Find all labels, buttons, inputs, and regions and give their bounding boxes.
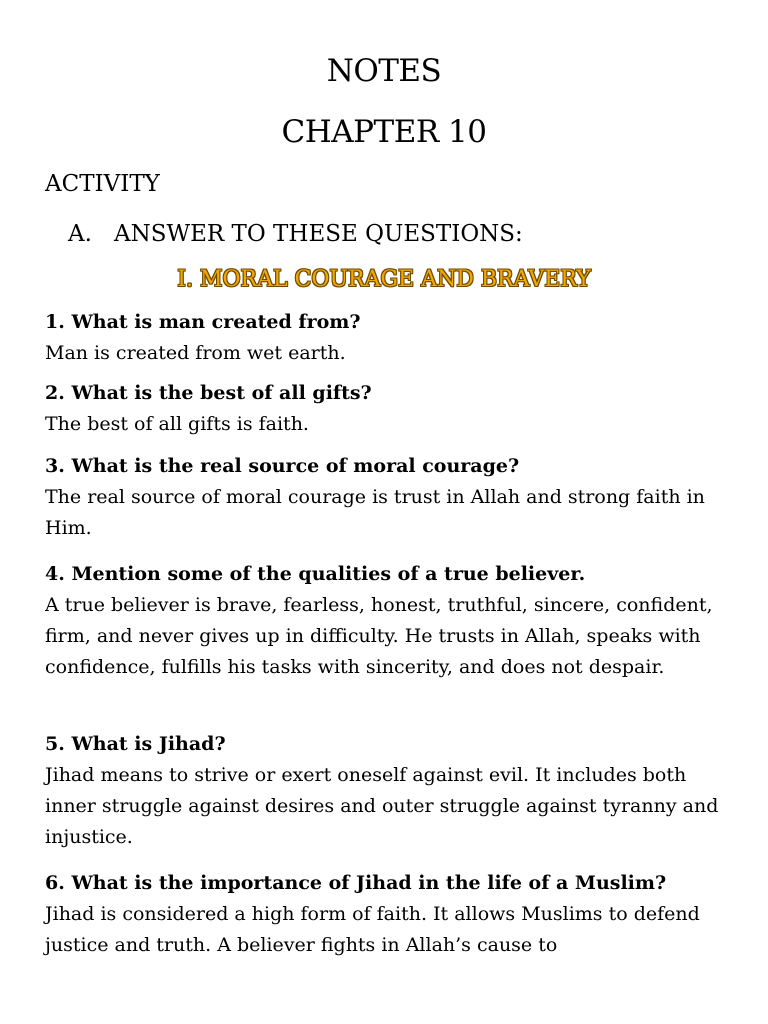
section-a-heading	[68, 219, 523, 249]
answer: The best of all gifts is faith.	[45, 413, 309, 435]
question: 4. Mention some of the qualities of a true believer.	[45, 563, 586, 585]
notes-title: NOTES	[326, 53, 442, 89]
qa-item	[45, 868, 735, 961]
topic-heading: I. MORAL COURAGE AND BRAVERY	[177, 267, 591, 292]
answer: Jihad is considered a high form of faith. It allows Muslims to defend justice and truth. A believer fights in Allah’s cause to	[45, 903, 700, 956]
question: 3. What is the real source of moral courage?	[45, 455, 520, 477]
qa-item	[45, 559, 735, 683]
question: 6. What is the importance of Jihad in the life of a Muslim?	[45, 872, 667, 894]
answer: A true believer is brave, fearless, honest, truthful, sincere, confident, firm, and never gives up in difficulty. He trusts in Allah, speaks with confidence, fulfills his tasks with sincerity, and does not despair.	[45, 594, 713, 678]
activity-heading: ACTIVITY	[45, 171, 160, 197]
qa-item	[45, 307, 735, 369]
chapter-title: CHAPTER 10	[281, 114, 487, 150]
question: 2. What is the best of all gifts?	[45, 382, 372, 404]
answer: The real source of moral courage is trust in Allah and strong faith in Him.	[45, 486, 705, 539]
qa-item	[45, 378, 735, 440]
section-a-title: ANSWER TO THESE QUESTIONS:	[114, 221, 523, 247]
section-a-marker: A.	[68, 221, 92, 247]
qa-item	[45, 451, 735, 544]
answer: Jihad means to strive or exert oneself against evil. It includes both inner struggle against desires and outer struggle against tyranny and injustice.	[45, 764, 719, 848]
question: 5. What is Jihad?	[45, 733, 226, 755]
qa-item	[45, 729, 735, 853]
answer: Man is created from wet earth.	[45, 342, 346, 364]
question: 1. What is man created from?	[45, 311, 361, 333]
